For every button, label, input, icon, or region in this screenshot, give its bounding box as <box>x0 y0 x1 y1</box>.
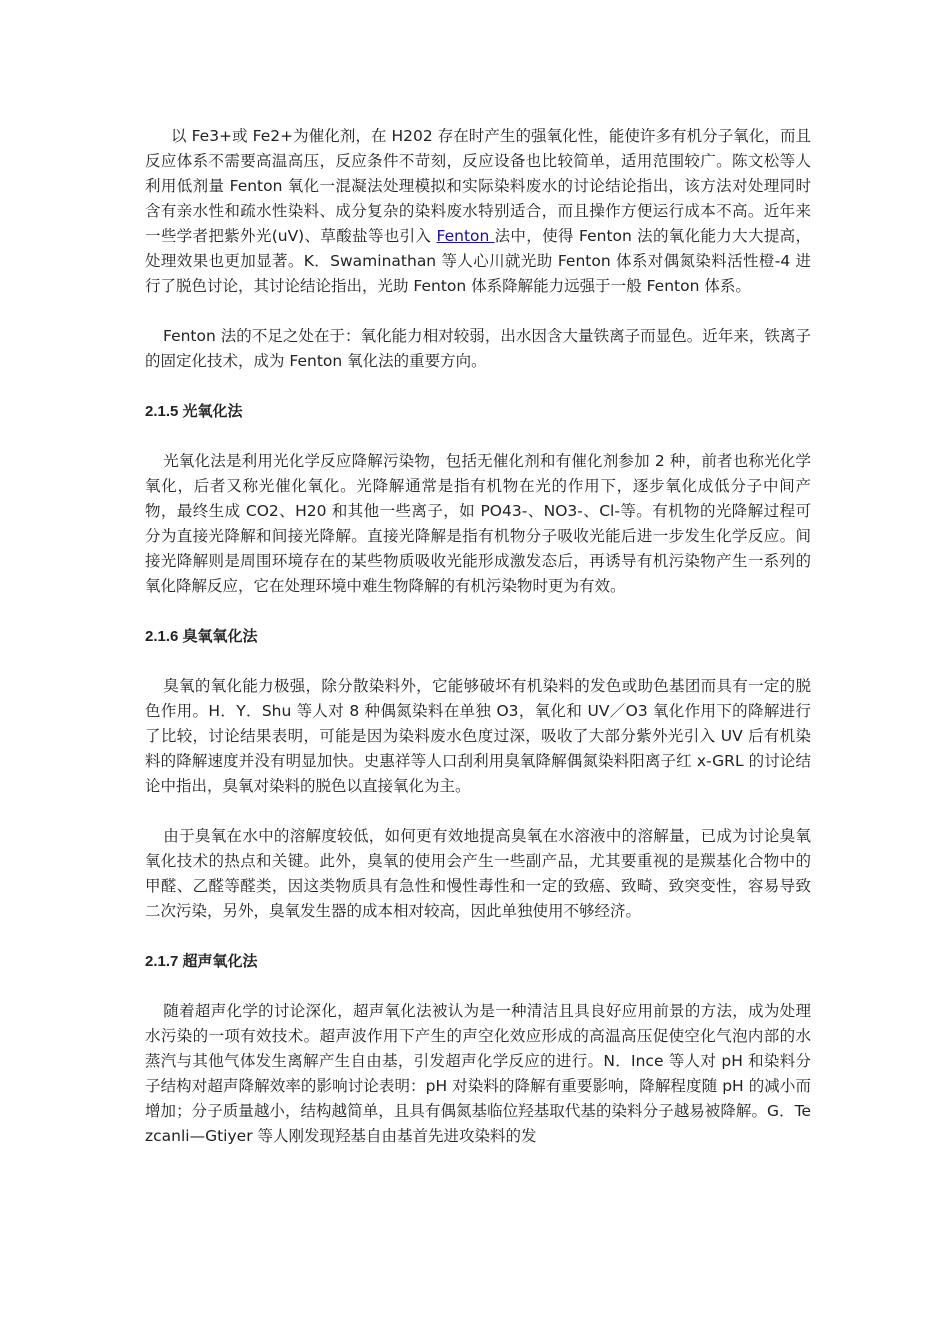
section-heading-2-1-7: 2.1.7 超声氧化法 <box>145 953 258 970</box>
paragraph-ozone-limitations <box>145 824 811 924</box>
paragraph-text: 随着超声化学的讨论深化，超声氧化法被认为是一种清洁且具良好应用前景的方法，成为处理水污染的一项有效技术。超声波作用下产生的声空化效应形成的高温高压促使空化气泡内部的水蒸汽与其他气体发生离解产生自由基，引发超声化学反应的进行。N．Ince 等人对 pH 和染料分子结构对超声降解效率的影响讨论表明：pH 对染料的降解有重要影响，降解程度随 pH 的减小而增加；分子质量越小，结构越简单，且具有偶氮基临位羟基取代基的染料分子越易被降解。G．Tezcanli—Gtiyer 等人刚发现羟基自由基首先进攻染料的发 <box>145 1002 811 1145</box>
paragraph-ozone-oxidation <box>145 674 811 799</box>
fenton-link[interactable]: Fenton <box>436 227 495 245</box>
paragraph-text: 由于臭氧在水中的溶解度较低，如何更有效地提高臭氧在水溶液中的溶解量，已成为讨论臭氧氧化技术的热点和关键。此外，臭氧的使用会产生一些副产品，尤其要重视的是羰基化合物中的甲醛、乙醛等醛类，因这类物质具有急性和慢性毒性和一定的致癌、致畸、致突变性，容易导致二次污染，另外，臭氧发生器的成本相对较高，因此单独使用不够经济。 <box>145 827 811 920</box>
paragraph-photo-oxidation <box>145 449 811 599</box>
paragraph-text: 以 Fe3+或 Fe2+为催化剂，在 H202 存在时产生的强氧化性，能使许多有机分子氧化，而且反应体系不需要高温高压，反应条件不苛刻，反应设备也比较简单，适用范围较广。陈文松等人利用低剂量 Fenton 氧化一混凝法处理模拟和实际染料废水的讨论结论指出，该方法对处理同时含有亲水性和疏水性染料、成分复杂的染料废水特别适合，而且操作方便运行成本不高。近年来一些学者把紫外光(uV)、草酸盐等也引入 <box>145 127 811 245</box>
paragraph-ultrasonic-oxidation <box>145 999 811 1149</box>
section-heading-2-1-5: 2.1.5 光氧化法 <box>145 403 243 420</box>
paragraph-fenton-drawbacks <box>145 324 811 374</box>
document-page <box>145 124 811 1149</box>
paragraph-text: 光氧化法是利用光化学反应降解污染物，包括无催化剂和有催化剂参加 2 种，前者也称光化学氧化，后者又称光催化氧化。光降解通常是指有机物在光的作用下，逐步氧化成低分子中间产物，最终生成 CO2、H20 和其他一些离子，如 PO43-、NO3-、Cl-等。有机物的光降解过程可分为直接光降解和间接光降解。直接光降解是指有机物分子吸收光能后进一步发生化学反应。间接光降解则是周围环境存在的某些物质吸收光能形成激发态后，再诱导有机污染物产生一系列的氧化降解反应，它在处理环境中难生物降解的有机污染物时更为有效。 <box>145 452 811 595</box>
paragraph-text: Fenton 法的不足之处在于：氧化能力相对较弱，出水因含大量铁离子而显色。近年来，铁离子的固定化技术，成为 Fenton 氧化法的重要方向。 <box>145 327 811 370</box>
paragraph-text: 臭氧的氧化能力极强，除分散染料外，它能够破坏有机染料的发色或助色基团而具有一定的脱色作用。H．Y．Shu 等人对 8 种偶氮染料在单独 O3，氧化和 UV／O3 氧化作用下的降解进行了比较，讨论结果表明，可能是因为染料废水色度过深，吸收了大部分紫外光引入 UV 后有机染料的降解速度并没有明显加快。史惠祥等人口刮利用臭氧降解偶氮染料阳离子红 x-GRL 的讨论结论中指出，臭氧对染料的脱色以直接氧化为主。 <box>145 677 811 795</box>
section-heading-2-1-6: 2.1.6 臭氧氧化法 <box>145 628 258 645</box>
paragraph-text: 法中，使得 Fenton 法的氧化能力大大提高，处理效果也更加显著。K．Swaminathan 等人心川就光助 Fenton 体系对偶氮染料活性橙-4 进行了脱色讨论，其讨论结论指出，光助 Fenton 体系降解能力远强于一般 Fenton 体系。 <box>145 227 811 295</box>
paragraph-fenton-intro <box>145 124 811 299</box>
